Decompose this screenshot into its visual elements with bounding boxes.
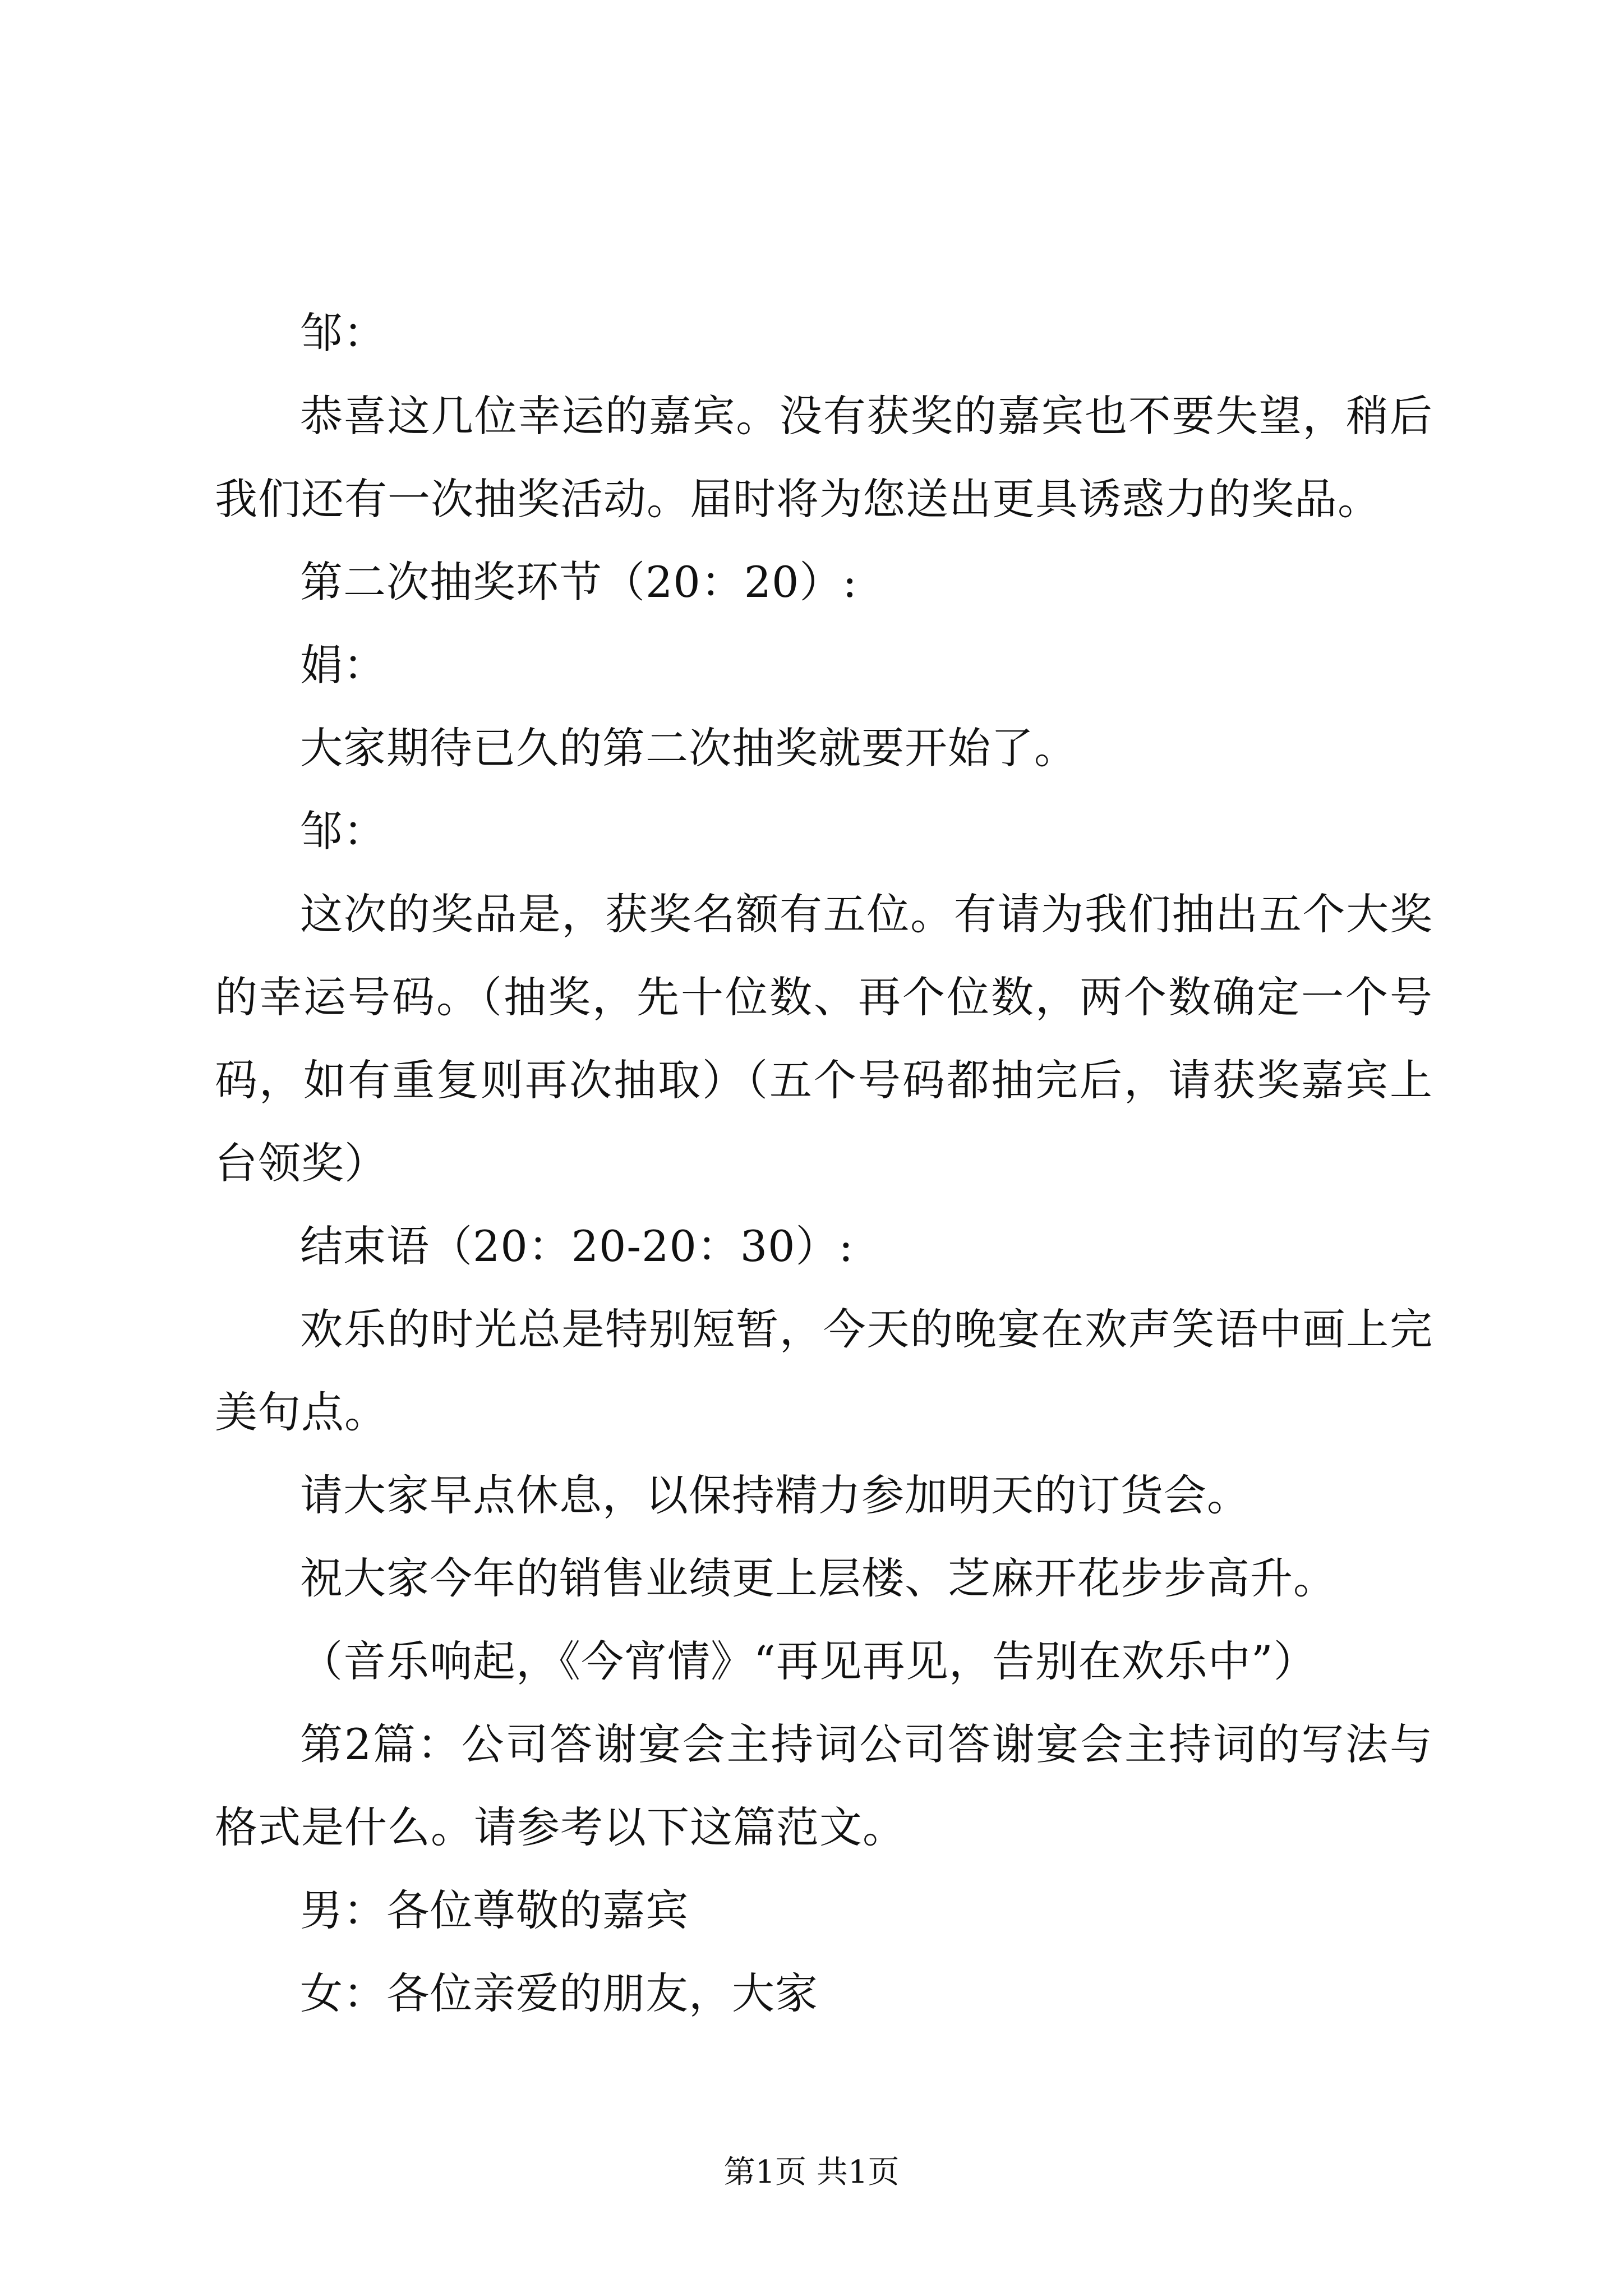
paragraph-music-note: （音乐响起，《今宵情》“再见再见，告别在欢乐中”） bbox=[300, 1636, 1317, 1686]
document-body bbox=[215, 292, 1433, 2035]
paragraph-closing-remarks: 欢乐的时光总是特别短暂，今天的晚宴在欢声笑语中画上完美句点。 bbox=[215, 1304, 1433, 1437]
paragraph-rest-reminder: 请大家早点休息，以保持精力参加明天的订货会。 bbox=[300, 1470, 1250, 1520]
paragraph-article-2-intro: 第2篇：公司答谢宴会主持词公司答谢宴会主持词的写法与格式是什么。请参考以下这篇范文。 bbox=[215, 1719, 1433, 1852]
paragraph-wishes: 祝大家今年的销售业绩更上层楼、芝麻开花步步高升。 bbox=[300, 1553, 1336, 1603]
paragraph-speaker-zou: 邹： bbox=[300, 308, 386, 358]
paragraph-second-draw-heading: 第二次抽奖环节（20：20）: bbox=[300, 557, 858, 607]
page-footer: 第1页 共1页 bbox=[723, 2154, 900, 2191]
paragraph-closing-heading: 结束语（20：20-20：30）: bbox=[300, 1221, 854, 1271]
paragraph-speaker-zou-2: 邹： bbox=[300, 806, 386, 856]
paragraph-male-host: 男：各位尊敬的嘉宾 bbox=[300, 1885, 689, 1935]
paragraph-speaker-juan: 娟： bbox=[300, 640, 386, 690]
paragraph-draw-start: 大家期待已久的第二次抽奖就要开始了。 bbox=[300, 723, 1077, 773]
paragraph-prize-description: 这次的奖品是，获奖名额有五位。有请为我们抽出五个大奖的幸运号码。（抽奖，先十位数、再个位数，两个数确定一个号码，如有重复则再次抽取）（五个号码都抽完后，请获奖嘉宾上台领奖） bbox=[215, 889, 1433, 1188]
paragraph-female-host: 女：各位亲爱的朋友，大家 bbox=[300, 1968, 818, 2018]
paragraph-congratulations: 恭喜这几位幸运的嘉宾。没有获奖的嘉宾也不要失望，稍后我们还有一次抽奖活动。届时将为您送出更具诱惑力的奖品。 bbox=[215, 391, 1433, 524]
